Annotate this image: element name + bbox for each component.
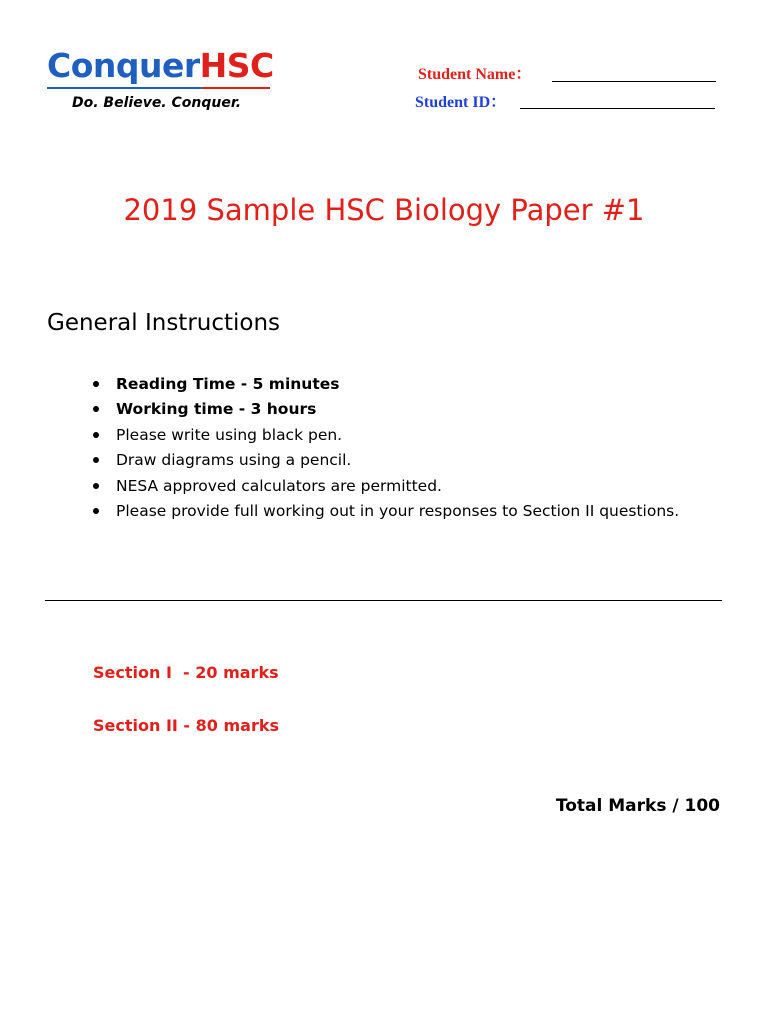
logo-underline	[47, 87, 270, 89]
student-id-field[interactable]	[520, 108, 715, 109]
instructions-list	[92, 372, 692, 524]
instruction-item	[92, 474, 692, 499]
bullet-icon	[93, 483, 99, 489]
instruction-item	[92, 397, 692, 422]
conquerhsc-logo	[47, 46, 274, 86]
total-marks: Total Marks / 100	[555, 796, 720, 816]
instruction-text: Reading Time - 5 minutes	[116, 375, 340, 393]
instruction-text: NESA approved calculators are permitted.	[116, 476, 442, 495]
logo-underline-red	[202, 87, 270, 89]
logo-hsc-text: HSC	[199, 46, 274, 85]
instruction-text: Draw diagrams using a pencil.	[116, 451, 352, 470]
student-id-label: Student ID：	[415, 94, 507, 111]
horizontal-divider	[45, 600, 722, 601]
bullet-icon	[93, 457, 99, 463]
paper-title: 2019 Sample HSC Biology Paper #1	[123, 193, 645, 227]
student-name-label: Student Name：	[418, 66, 532, 83]
instruction-item	[92, 423, 692, 448]
bullet-icon	[93, 406, 99, 412]
logo-underline-blue	[47, 87, 202, 89]
section-1-marks: Section I - 20 marks	[93, 663, 279, 682]
bullet-icon	[93, 381, 99, 387]
instruction-item	[92, 372, 692, 397]
instruction-text: Working time - 3 hours	[116, 400, 317, 419]
bullet-icon	[93, 432, 99, 438]
student-name-field[interactable]	[552, 81, 716, 82]
instruction-item	[92, 448, 692, 473]
instruction-item	[92, 499, 692, 524]
logo-conquer-text: Conquer	[47, 46, 200, 85]
bullet-icon	[93, 508, 99, 514]
section-2-marks: Section II - 80 marks	[93, 716, 279, 735]
instruction-text: Please provide full working out in your responses to Section II questions.	[116, 502, 680, 521]
logo-tagline: Do. Believe. Conquer.	[72, 95, 242, 111]
instruction-text: Please write using black pen.	[116, 425, 343, 444]
general-instructions-heading: General Instructions	[47, 310, 281, 336]
